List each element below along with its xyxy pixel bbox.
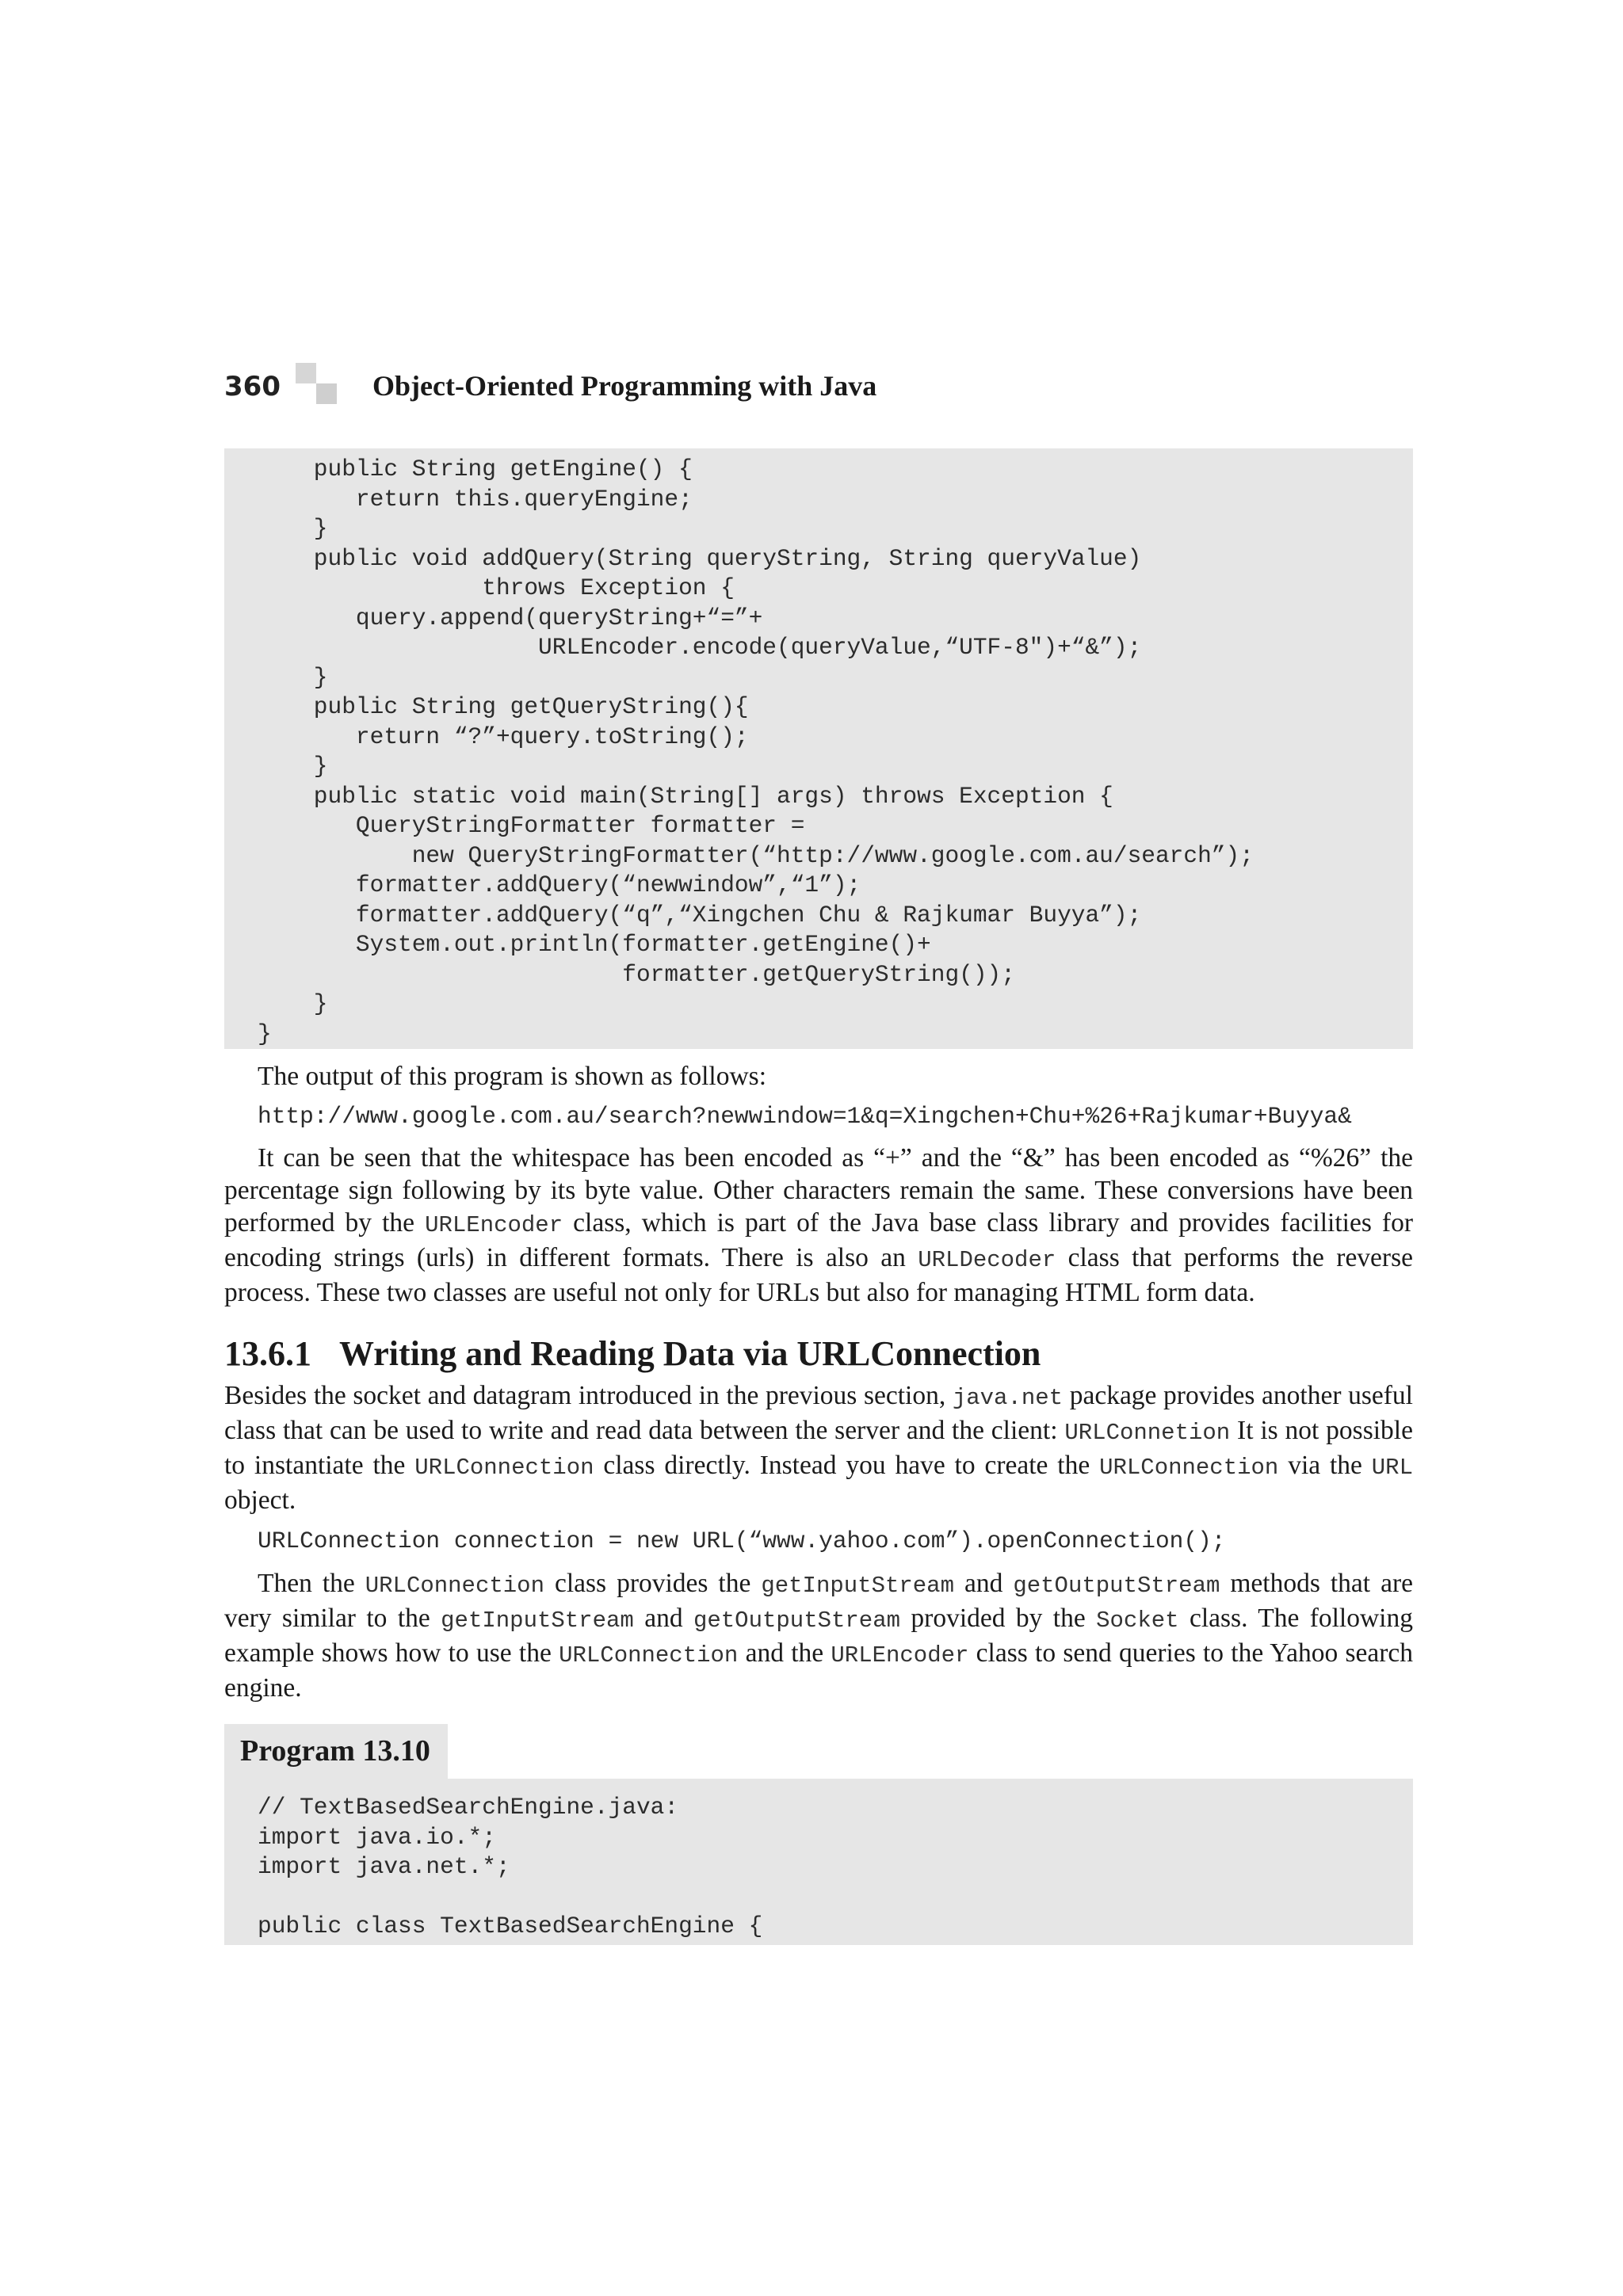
inline-code: URLConnetion [1064,1420,1231,1446]
section-heading [224,1333,1041,1374]
inline-code: getInputStream [761,1573,954,1599]
inline-code: URLEncoder [831,1642,969,1669]
section-title: Writing and Reading Data via URLConnection [339,1334,1041,1373]
inline-code: URLConnection [1099,1455,1279,1481]
code-listing: public String getEngine() { return this.queryEngine; } public void addQuery(String queryString, String queryValue) throws Exception { query.append(queryString+“=”+ URLEncoder.encode(queryValue,“UTF-8")+“&”); } public String getQueryString(){ return “?”+query.toString(); } public static void main(String[] args) throws Exception { QueryStringFormatter formatter = new QueryStringFormatter(“http://www.google.com.au/search”); formatter.addQuery(“newwindow”,“1”); formatter.addQuery(“q”,“Xingchen Chu & Rajkumar Buyya”); System.out.println(formatter.getEngine()+ formatter.getQueryString()); } } [258,456,1254,1047]
inline-code: getOutputStream [1013,1573,1220,1599]
inline-code: java.net [952,1385,1064,1411]
paragraph: Then the URLConnection class provides the getInputStream and getOutputStream methods that are very similar to the getInputStream and getOutputStream provided by the Socket class. The following example shows how to use the URLConnection and the URLEncoder class to send queries to the Yahoo search engine. [224,1569,1413,1703]
inline-code: URL [1371,1455,1413,1481]
inline-code: URLConnection [559,1642,739,1669]
inline-code: getOutputStream [693,1608,901,1634]
inline-code: getInputStream [441,1608,634,1634]
inline-code: URLConnection [365,1573,544,1599]
program-label: Program 13.10 [224,1724,448,1779]
code-listing: // TextBasedSearchEngine.java: import java.io.*; import java.net.*; public class TextBasedSearchEngine { [258,1794,763,1939]
inline-code: URLEncoder [425,1212,563,1238]
inline-code: URLDecoder [918,1247,1056,1273]
page-number: 360 [224,371,281,402]
page-header [224,363,1413,410]
output-line: http://www.google.com.au/search?newwindow=1&q=Xingchen+Chu+%26+Rajkumar+Buyya& [258,1103,1352,1130]
header-decoration [296,363,343,406]
paragraph: It can be seen that the whitespace has been encoded as “+” and the “&” has been encoded as “%26” the percentage sign following by its byte value. Other characters remain the same. These conversions have been performed by the URLEncoder class, which is part of the Java base class library and provides facilities for encoding strings (urls) in different formats. There is also an URLDecoder class that performs the reverse process. These two classes are useful not only for URLs but also for managing HTML form data. [224,1143,1413,1307]
code-block [224,448,1413,1049]
section-number: 13.6.1 [224,1334,311,1373]
code-line: URLConnection connection = new URL(“www.yahoo.com”).openConnection(); [258,1527,1226,1554]
running-title: Object-Oriented Programming with Java [372,370,877,402]
inline-code: URLConnection [414,1455,594,1481]
inline-code: Socket [1096,1608,1179,1634]
paragraph: Besides the socket and datagram introduced in the previous section, java.net package provides another useful class that can be used to write and read data between the server and the client: URLConnetion It is not possible to instantiate the URLConnection class directly. Instead you have to create the URLConnection via the URL object. [224,1381,1413,1515]
code-block [224,1779,1413,1945]
output-intro: The output of this program is shown as follows: [258,1062,767,1091]
